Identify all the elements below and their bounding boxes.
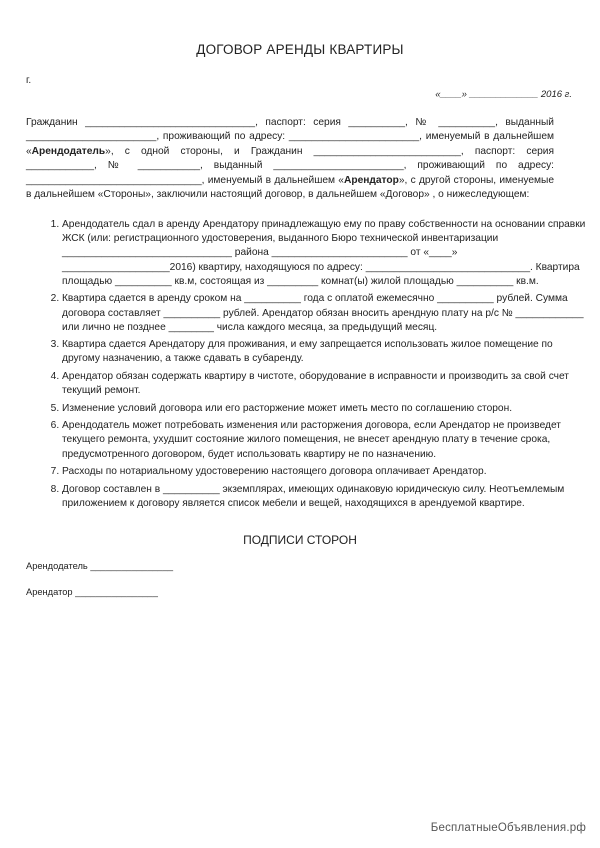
intro-paragraph: [26, 116, 554, 202]
tenant-term: Арендатор: [343, 174, 399, 186]
contract-term-3: 3. Квартира сдается Арендатору для проживания, и ему запрещается использовать жилое помещение по другому назначению, а также сдавать в субаренду.: [62, 338, 587, 366]
landlord-signature-line: Арендодатель ________________: [26, 561, 174, 571]
contract-term-5: 5. Изменение условий договора или его расторжение может иметь место по соглашению сторон.: [62, 402, 587, 416]
contract-term-8: 8. Договор составлен в __________ экземплярах, имеющих одинаковую юридическую силу. Неотъемлемым приложением к договору является список мебели и вещей, находящихся в арендуемой квартире.: [62, 483, 587, 511]
contract-term-6: 6. Арендодатель может потребовать изменения или расторжения договора, если Арендатор не произведет текущего ремонта, ухудшит состояние жилого помещения, не внесет арендную плату в течение срока, предусмотренного договором, будет использовать квартиру не по назначению.: [62, 419, 587, 462]
date-line: «____» _____________ 2016 г.: [435, 89, 572, 100]
signatures-title: ПОДПИСИ СТОРОН: [243, 533, 357, 547]
contract-terms-list: [30, 218, 587, 514]
landlord-term: Арендодатель: [31, 145, 106, 157]
intro-text-part-2: », с одной стороны, и Гражданин __________________________, паспорт: серия ____________, № ___________, выданный _______________________, проживающий по адресу: _______________________________, именуемый в дальнейшем «: [26, 145, 554, 186]
contract-term-7: 7. Расходы по нотариальному удостоверению настоящего договора оплачивает Арендатор.: [62, 465, 587, 479]
city-line: г.: [26, 75, 32, 86]
intro-text-part-1: Гражданин ______________________________, паспорт: серия __________, № __________, выданный _______________________, проживающий по адресу: _______________________, именуемый в дальнейшем «: [26, 117, 554, 157]
site-watermark: БесплатныеОбъявления.рф: [430, 822, 586, 834]
document-title: ДОГОВОР АРЕНДЫ КВАРТИРЫ: [196, 42, 404, 57]
intro-text-part-3: », с другой стороны, именуемые в дальнейшем «Стороны», заключили настоящий договор, в дальнейшем «Договор» , о нижеследующем:: [26, 174, 554, 201]
contract-term-4: 4. Арендатор обязан содержать квартиру в чистоте, оборудование в исправности и производить за свой счет текущий ремонт.: [62, 370, 587, 398]
contract-term-2: 2. Квартира сдается в аренду сроком на __________ года с оплатой ежемесячно __________ рублей. Сумма договора составляет __________ рублей. Арендатор обязан вносить арендную плату на р/с № ____________ или лично не позднее ________ числа каждого месяца, за предыдущий месяц.: [62, 292, 587, 335]
contract-term-1: 1. Арендодатель сдал в аренду Арендатору принадлежащую ему по праву собственности на основании справки ЖСК (или: регистрационного удостоверения, выданного Бюро технической инвентаризации ______________________________ района ________________________ от «____» ___________________2016) квартиру, находящуюся по адресу: _____________________________. Квартира площадью __________ кв.м, состоящая из _________ комнат(ы) жилой площадью __________ кв.м.: [62, 218, 587, 289]
tenant-signature-line: Арендатор ________________: [26, 587, 158, 597]
